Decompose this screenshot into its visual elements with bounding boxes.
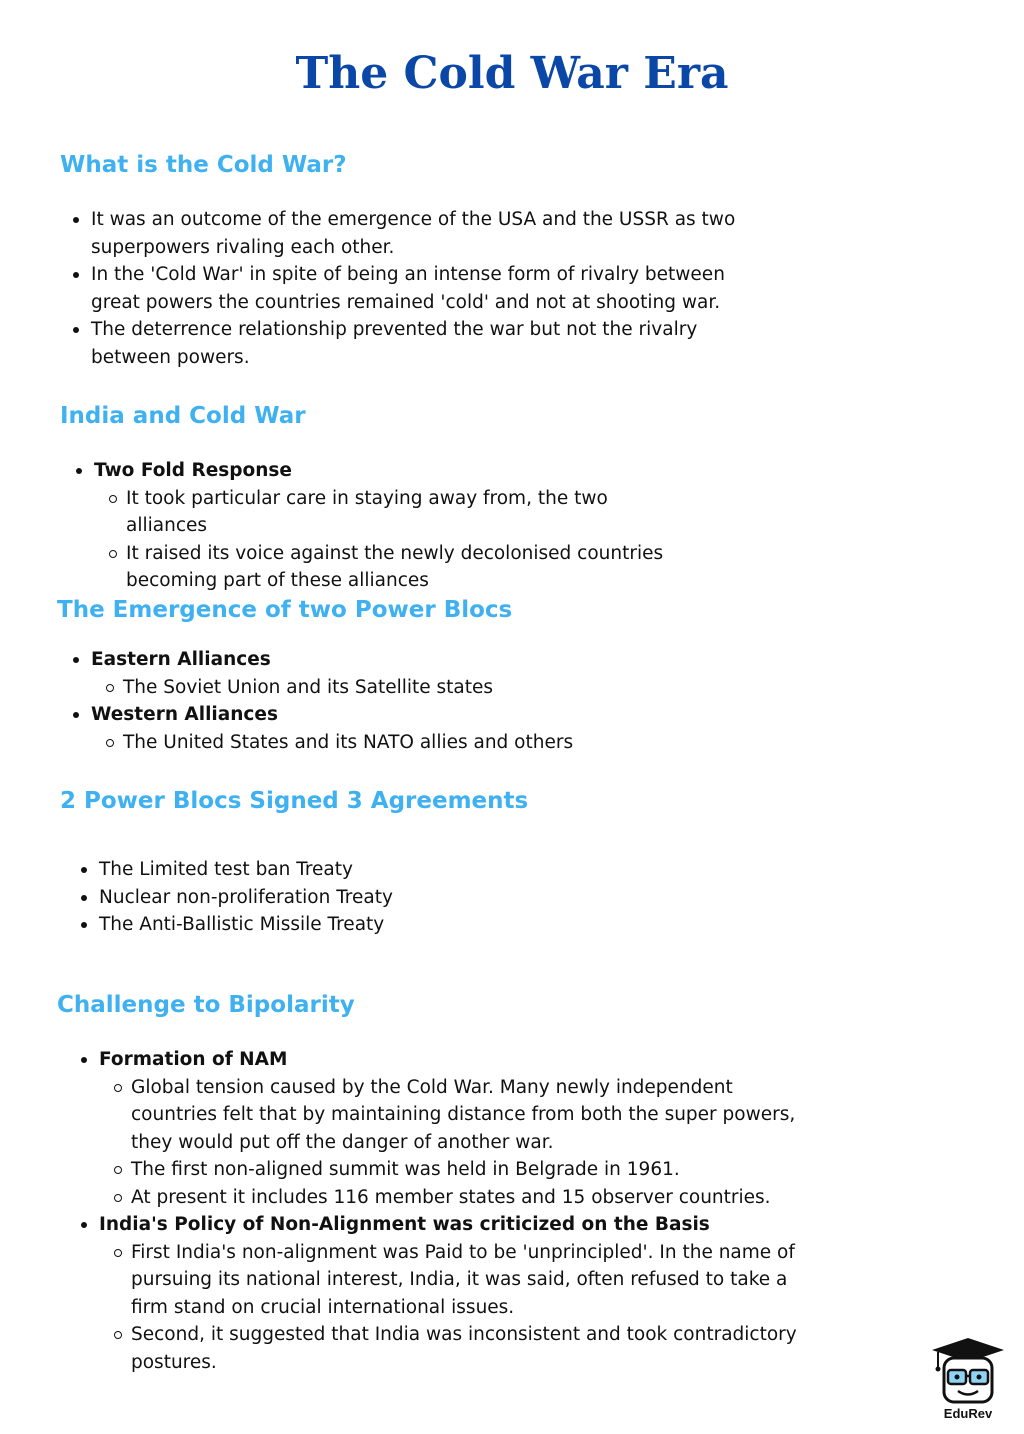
list-item: The Anti-Ballistic Missile Treaty <box>81 911 721 939</box>
list-item <box>73 646 733 701</box>
list-item: The deterrence relationship prevented the war but not the rivalry between powers. <box>73 316 753 371</box>
bullet-list <box>81 1046 821 1376</box>
list-item-label: Two Fold Response <box>94 460 292 481</box>
list-item-label: Formation of NAM <box>99 1049 288 1070</box>
sub-list <box>106 729 733 757</box>
edurev-mascot-icon <box>928 1334 1008 1406</box>
logo-text: EduRev <box>943 1406 993 1421</box>
sub-list-item: Second, it suggested that India was inconsistent and took contradictory postures. <box>114 1321 804 1376</box>
section-heading: What is the Cold War? <box>60 152 347 178</box>
section-challenge-to-bipolarity <box>57 992 837 1376</box>
section-india-and-cold-war <box>60 403 780 595</box>
section-heading: Challenge to Bipolarity <box>57 992 355 1018</box>
section-what-is-cold-war <box>60 152 780 371</box>
sub-list-item: At present it includes 116 member states and 15 observer countries. <box>114 1184 804 1212</box>
section-heading: India and Cold War <box>60 403 306 429</box>
sub-list <box>106 674 733 702</box>
section-heading: 2 Power Blocs Signed 3 Agreements <box>60 788 529 814</box>
list-item <box>81 1211 821 1376</box>
sub-list <box>109 485 689 595</box>
list-item <box>81 1046 821 1211</box>
bullet-list <box>76 457 736 595</box>
list-item <box>73 701 733 756</box>
bullet-list <box>73 646 733 756</box>
list-item: Nuclear non-proliferation Treaty <box>81 884 721 912</box>
list-item-label: Eastern Alliances <box>91 649 271 670</box>
section-agreements <box>60 788 780 939</box>
section-power-blocs <box>57 597 777 756</box>
sub-list-item: It took particular care in staying away from, the two alliances <box>109 485 689 540</box>
list-item: It was an outcome of the emergence of the USA and the USSR as two superpowers rivaling each other. <box>73 206 753 261</box>
sub-list-item: The United States and its NATO allies and others <box>106 729 733 757</box>
sub-list <box>114 1239 804 1377</box>
bullet-list <box>73 206 753 371</box>
list-item <box>76 457 736 595</box>
list-item-label: Western Alliances <box>91 704 278 725</box>
bullet-list <box>81 856 721 939</box>
section-heading: The Emergence of two Power Blocs <box>57 597 513 623</box>
sub-list-item: The Soviet Union and its Satellite states <box>106 674 733 702</box>
sub-list-item: First India's non-alignment was Paid to be 'unprincipled'. In the name of pursuing its national interest, India, it was said, often refused to take a firm stand on crucial international issues. <box>114 1239 804 1322</box>
list-item-label: India's Policy of Non-Alignment was criticized on the Basis <box>99 1214 710 1235</box>
sub-list <box>114 1074 804 1212</box>
page-title: The Cold War Era <box>295 48 729 99</box>
list-item: The Limited test ban Treaty <box>81 856 721 884</box>
edurev-logo <box>928 1334 1008 1424</box>
list-item: In the 'Cold War' in spite of being an intense form of rivalry between great powers the countries remained 'cold' and not at shooting war. <box>73 261 753 316</box>
sub-list-item: Global tension caused by the Cold War. Many newly independent countries felt that by maintaining distance from both the super powers, they would put off the danger of another war. <box>114 1074 804 1157</box>
sub-list-item: The first non-aligned summit was held in Belgrade in 1961. <box>114 1156 804 1184</box>
sub-list-item: It raised its voice against the newly decolonised countries becoming part of these alliances <box>109 540 689 595</box>
